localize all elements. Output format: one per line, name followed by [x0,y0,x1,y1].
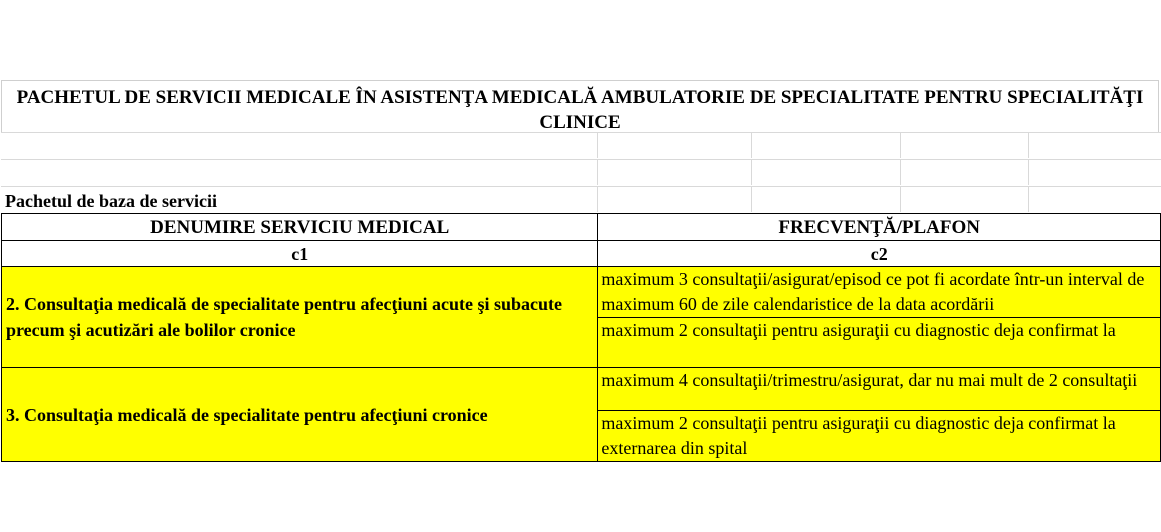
column-code-c1: c1 [2,241,598,267]
gridline [1028,187,1029,212]
table-row [2,368,1161,411]
gridline [1028,133,1029,158]
empty-grid-row [1,132,1161,158]
column-code-c2: c2 [598,241,1161,267]
service-cell: 2. Consultaţia medicală de specialitate pentru afecţiuni acute şi subacute precum şi acutizări ale bolilor cronice [2,267,598,368]
header-service-name: DENUMIRE SERVICIU MEDICAL [2,214,598,241]
gridline [597,133,598,158]
frequency-cell: maximum 2 consultaţii pentru asiguraţii cu diagnostic deja confirmat la [598,318,1161,368]
header-frequency: FRECVENŢĂ/PLAFON [598,214,1161,241]
document-title: PACHETUL DE SERVICII MEDICALE ÎN ASISTENŢA MEDICALĂ AMBULATORIE DE SPECIALITATE PENTRU SPECIALITĂŢI CLINICE [1,80,1159,132]
spreadsheet [1,80,1161,458]
gridline [597,160,598,185]
service-cell: 3. Consultaţia medicală de specialitate pentru afecţiuni cronice [2,368,598,462]
section-label: Pachetul de baza de servicii [5,191,217,211]
gridline [597,187,598,212]
gridline [900,160,901,185]
frequency-cell: maximum 4 consultaţii/trimestru/asigurat, dar nu mai mult de 2 consultaţii [598,368,1161,411]
empty-grid-row [1,159,1161,185]
frequency-cell: maximum 2 consultaţii pentru asiguraţii cu diagnostic deja confirmat la externarea din spital [598,411,1161,462]
table-row [2,267,1161,318]
gridline [751,160,752,185]
gridline [751,187,752,212]
gridline [1028,160,1029,185]
services-table [1,213,1161,462]
frequency-cell: maximum 3 consultaţii/asigurat/episod ce pot fi acordate într-un interval de maximum 60 de zile calendaristice de la data acordării [598,267,1161,318]
gridline [900,187,901,212]
gridline [751,133,752,158]
gridline [900,133,901,158]
column-code-row [2,241,1161,267]
header-row [2,214,1161,241]
